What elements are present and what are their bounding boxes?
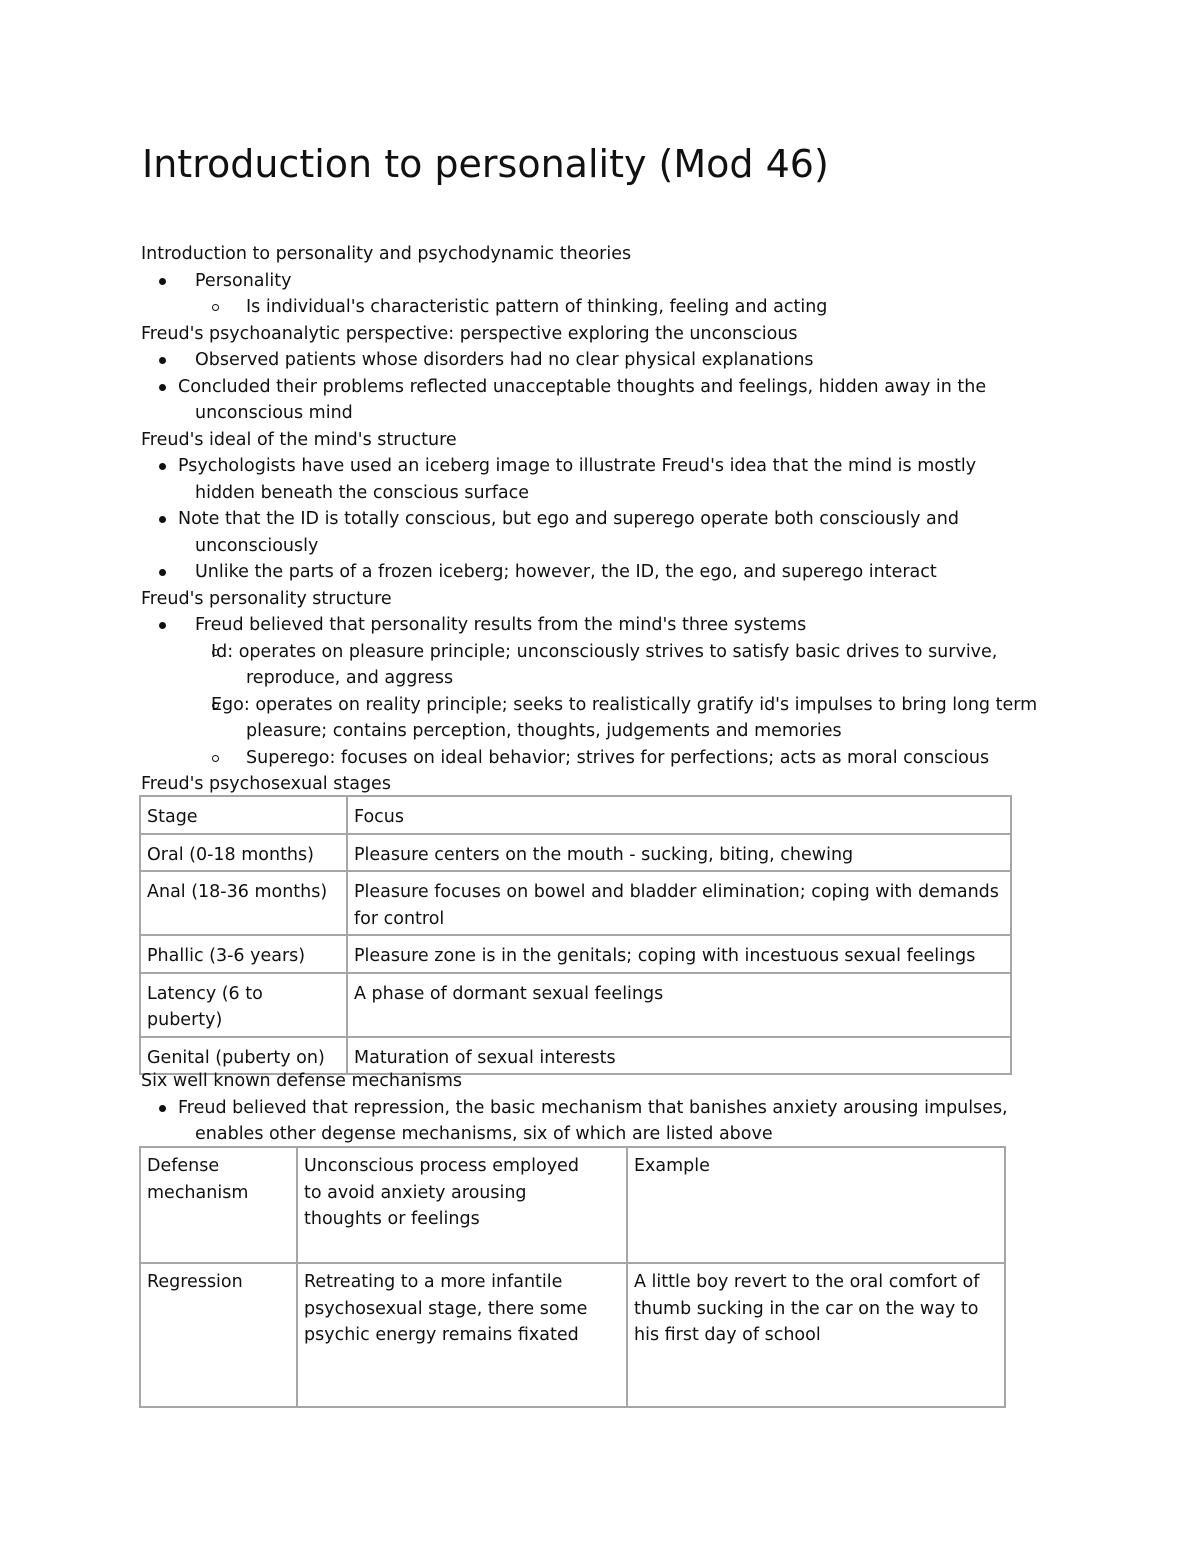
psychosexual-stages-table: [139, 795, 1012, 1075]
table-header-cell: Defense mechanism: [140, 1147, 297, 1263]
table-header-cell: Focus: [347, 796, 1011, 834]
circle-bullet-icon: [212, 702, 219, 709]
section-heading-stages: Freud's psychosexual stages: [141, 774, 391, 794]
table-row: [140, 973, 1011, 1037]
table-cell: Maturation of sexual interests: [347, 1037, 1011, 1075]
defense-section: [141, 1068, 1081, 1148]
bullet-icon: [159, 357, 166, 364]
table-row: [140, 871, 1011, 935]
list-item: Psychologists have used an iceberg image to illustrate Freud's idea that the mind is mostly hidden beneath the conscious surface: [158, 453, 995, 506]
bullet-icon: [159, 384, 166, 391]
list-item: Note that the ID is totally conscious, but ego and superego operate both consciously and unconsciously: [158, 506, 995, 559]
table-header-row: [140, 1147, 1005, 1263]
sub-list-item: Superego: focuses on ideal behavior; strives for perfections; acts as moral conscious: [141, 745, 1081, 772]
list-item: Freud believed that repression, the basic mechanism that banishes anxiety arousing impulses, enables other degense mechanisms, six of which are listed above: [158, 1095, 1075, 1148]
table-cell: Regression: [140, 1263, 297, 1407]
circle-bullet-icon: [212, 304, 219, 311]
list-item: Observed patients whose disorders had no clear physical explanations: [141, 347, 1081, 374]
table-header-cell: Unconscious process employed to avoid anxiety arousing thoughts or feelings: [297, 1147, 627, 1263]
list-item: Personality: [141, 268, 1081, 295]
bullet-icon: [159, 569, 166, 576]
table-cell: Oral (0-18 months): [140, 834, 347, 872]
sub-list-item: Ego: operates on reality principle; seeks to realistically gratify id's impulses to bring long term pleasure; contains perception, thoughts, judgements and memories: [211, 694, 1038, 741]
bullet-icon: [159, 622, 166, 629]
section-heading-structure: Freud's ideal of the mind's structure: [141, 429, 457, 450]
table-cell: Phallic (3-6 years): [140, 935, 347, 973]
table-cell: A phase of dormant sexual feelings: [347, 973, 1011, 1037]
circle-bullet-icon: [212, 649, 219, 656]
list-item: Freud believed that personality results from the mind's three systems: [141, 612, 1081, 639]
table-row: [140, 935, 1011, 973]
section-heading-defense: Six well known defense mechanisms: [141, 1071, 462, 1091]
sub-list-item: Id: operates on pleasure principle; unconsciously strives to satisfy basic drives to survive, reproduce, and aggress: [211, 641, 998, 688]
table-cell: Pleasure focuses on bowel and bladder elimination; coping with demands for control: [347, 871, 1011, 935]
section-heading-intro: Introduction to personality and psychodynamic theories: [141, 244, 632, 264]
table-row: [140, 834, 1011, 872]
table-cell: Retreating to a more infantile psychosexual stage, there some psychic energy remains fixated: [297, 1263, 627, 1407]
table-cell: Anal (18-36 months): [140, 871, 347, 935]
bullet-icon: [159, 463, 166, 470]
section-heading-psychoanalytic: Freud's psychoanalytic perspective: perspective exploring the unconscious: [141, 323, 798, 344]
table-cell: Pleasure centers on the mouth - sucking, biting, chewing: [347, 834, 1011, 872]
table-row: [140, 1263, 1005, 1407]
bullet-icon: [159, 516, 166, 523]
table-header-row: [140, 796, 1011, 834]
table-header-cell: Stage: [140, 796, 347, 834]
table-cell: A little boy revert to the oral comfort of thumb sucking in the car on the way to his first day of school: [627, 1263, 1005, 1407]
sub-list-item: Is individual's characteristic pattern of thinking, feeling and acting: [141, 294, 1081, 321]
bullet-icon: [159, 278, 166, 285]
table-cell: Genital (puberty on): [140, 1037, 347, 1075]
section-heading-personality: Freud's personality structure: [141, 588, 392, 609]
table-cell: Latency (6 to puberty): [140, 973, 347, 1037]
table-header-cell: Example: [627, 1147, 1005, 1263]
table-cell: Pleasure zone is in the genitals; coping with incestuous sexual feelings: [347, 935, 1011, 973]
page-title: Introduction to personality (Mod 46): [142, 142, 829, 186]
list-item: Unlike the parts of a frozen iceberg; however, the ID, the ego, and superego interact: [141, 559, 1081, 586]
defense-mechanisms-table: [139, 1146, 1006, 1408]
bullet-icon: [159, 1105, 166, 1112]
circle-bullet-icon: [212, 755, 219, 762]
list-item: Concluded their problems reflected unacceptable thoughts and feelings, hidden away in the unconscious mind: [158, 374, 1015, 427]
notes-body: [141, 241, 1081, 798]
